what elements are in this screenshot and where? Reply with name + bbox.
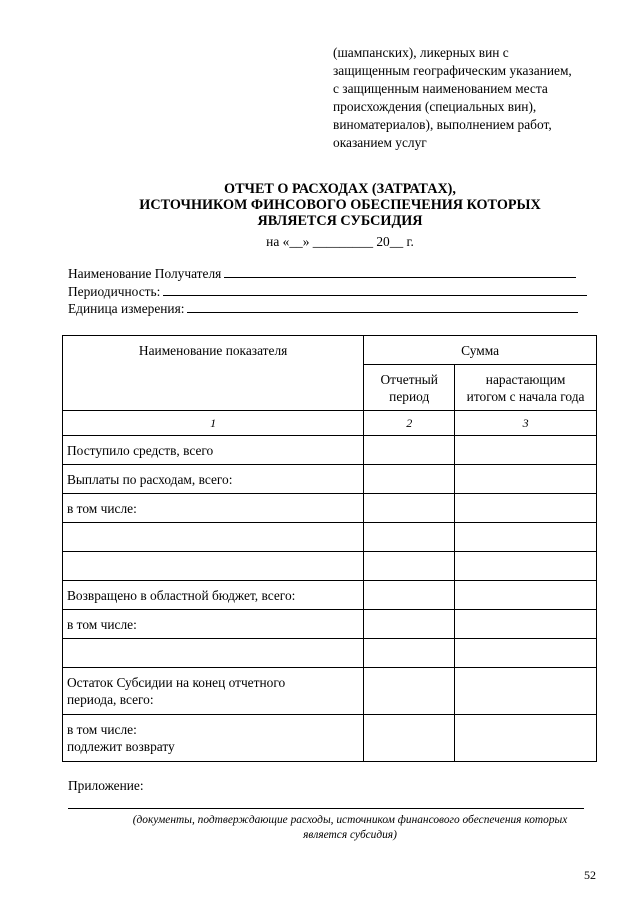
table-cell[interactable] [455,494,597,523]
table-cell[interactable] [364,581,455,610]
table-cell[interactable] [455,610,597,639]
recipient-blank[interactable] [224,266,576,278]
table-cell[interactable] [455,465,597,494]
table-cell[interactable] [364,552,455,581]
periodicity-field [68,284,587,300]
table-cell[interactable] [455,552,597,581]
expense-report-table [62,335,597,762]
table-row [63,610,597,639]
report-date-line: на «__» _________ 20__ г. [266,234,414,249]
appendix-label: Приложение: [68,778,144,793]
table-cell[interactable] [63,523,364,552]
table-index-row [63,411,597,436]
header-line: происхождения (специальных вин), [333,99,537,114]
row-label: Поступило средств, всего [63,436,364,465]
unit-blank[interactable] [187,301,578,313]
table-cell[interactable] [364,610,455,639]
table-header-row [63,336,597,365]
row-label: в том числе: [63,494,364,523]
header-indicator-name: Наименование показателя [63,336,364,411]
header-sum: Сумма [364,336,597,365]
table-row [63,494,597,523]
table-row [63,668,597,715]
header-cumulative: нарастающим итогом с начала года [455,365,597,411]
appendix-note [60,813,640,843]
appendix-note-line: является субсидия) [303,829,397,841]
header-line: защищенным географическим указанием, [333,63,572,78]
table-cell[interactable] [455,639,597,668]
table-cell[interactable] [63,552,364,581]
title-line: ЯВЛЯЕТСЯ СУБСИДИЯ [257,213,423,229]
header-line: виноматериалов), выполнением работ, [333,117,552,132]
table-row [63,715,597,762]
header-continuation-text [333,44,623,152]
header-line: оказанием услуг [333,135,427,150]
table-cell[interactable] [364,465,455,494]
table-row [63,581,597,610]
table-cell[interactable] [364,715,455,762]
table-row [63,552,597,581]
table-cell[interactable] [455,715,597,762]
table-cell[interactable] [364,639,455,668]
column-index: 2 [364,411,455,436]
table-cell[interactable] [364,523,455,552]
header-line: (шампанских), ликерных вин с [333,45,509,60]
table-cell[interactable] [364,436,455,465]
column-index: 3 [455,411,597,436]
header-reporting-period: Отчетный период [364,365,455,411]
periodicity-blank[interactable] [163,284,587,296]
appendix-blank-line[interactable] [68,808,584,809]
table-row [63,436,597,465]
title-line: ИСТОЧНИКОМ ФИНСОВОГО ОБЕСПЕЧЕНИЯ КОТОРЫХ [139,197,541,213]
unit-label: Единица измерения: [68,301,185,316]
recipient-label: Наименование Получателя [68,266,222,281]
table-cell[interactable] [364,668,455,715]
table-cell[interactable] [455,523,597,552]
header-line: с защищенным наименованием места [333,81,548,96]
table-cell[interactable] [63,639,364,668]
table-cell[interactable] [455,581,597,610]
column-index: 1 [63,411,364,436]
report-title [60,181,620,229]
table-row [63,465,597,494]
recipient-field [68,266,576,282]
table-row [63,523,597,552]
row-label: Выплаты по расходам, всего: [63,465,364,494]
title-line: ОТЧЕТ О РАСХОДАХ (ЗАТРАТАХ), [224,181,456,197]
unit-field [68,301,578,317]
row-label: Возвращено в областной бюджет, всего: [63,581,364,610]
appendix-note-line: (документы, подтверждающие расходы, источником финансового обеспечения которых [132,814,568,826]
row-label: в том числе: подлежит возврату [63,715,364,762]
periodicity-label: Периодичность: [68,284,161,299]
table-row [63,639,597,668]
row-label: в том числе: [63,610,364,639]
row-label: Остаток Субсидии на конец отчетного периода, всего: [63,668,364,715]
table-cell[interactable] [455,436,597,465]
table-cell[interactable] [455,668,597,715]
page-number: 52 [584,868,596,882]
table-cell[interactable] [364,494,455,523]
